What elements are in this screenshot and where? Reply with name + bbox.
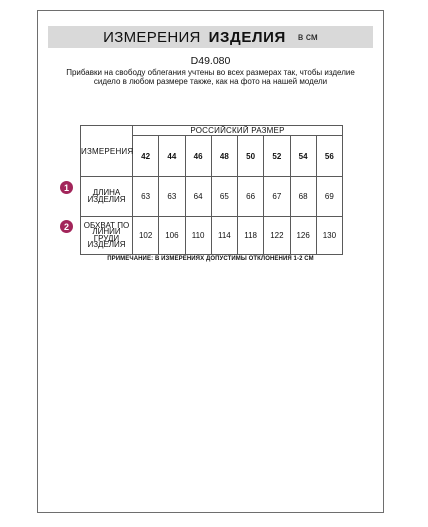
fit-note: Прибавки на свободу облегания учтены во всех размерах так, чтобы изделие сидело в любом размере также, как на фото на нашей модели (66, 68, 355, 86)
size-table (80, 125, 343, 255)
value-cell: 110 (185, 217, 211, 255)
marker-one-badge: 1 (60, 181, 73, 194)
size-cell: 50 (238, 136, 264, 177)
table-row (81, 177, 343, 217)
value-cell: 130 (316, 217, 342, 255)
value-cell: 69 (316, 177, 342, 217)
size-cell: 48 (211, 136, 237, 177)
value-cell: 122 (264, 217, 290, 255)
value-cell: 63 (133, 177, 159, 217)
title-bold: ИЗДЕЛИЯ (208, 28, 286, 46)
value-cell: 63 (159, 177, 185, 217)
size-cell: 54 (290, 136, 316, 177)
value-cell: 126 (290, 217, 316, 255)
value-cell: 118 (238, 217, 264, 255)
product-code: D49.080 (190, 55, 231, 67)
row-label-length: ДЛИНА ИЗДЕЛИЯ (81, 177, 133, 217)
value-cell: 64 (185, 177, 211, 217)
value-cell: 102 (133, 217, 159, 255)
marker-two-badge: 2 (60, 220, 73, 233)
size-cell: 52 (264, 136, 290, 177)
measurement-sheet (37, 10, 384, 513)
russian-size-header: РОССИЙСКИЙ РАЗМЕР (133, 126, 343, 136)
size-cell: 44 (159, 136, 185, 177)
size-cell: 42 (133, 136, 159, 177)
size-cell: 56 (316, 136, 342, 177)
title-bar (48, 26, 373, 48)
table-header-row (81, 126, 343, 136)
value-cell: 65 (211, 177, 237, 217)
measurements-header: ИЗМЕРЕНИЯ (81, 126, 133, 177)
value-cell: 114 (211, 217, 237, 255)
row-label-chest: ОБХВАТ ПО ЛИНИИ ГРУДИ ИЗДЕЛИЯ (81, 217, 133, 255)
title-word: ИЗМЕРЕНИЯ (103, 28, 201, 46)
value-cell: 106 (159, 217, 185, 255)
tolerance-note: ПРИМЕЧАНИЕ: В ИЗМЕРЕНИЯХ ДОПУСТИМЫ ОТКЛОНЕНИЯ 1-2 СМ (107, 256, 314, 262)
value-cell: 66 (238, 177, 264, 217)
value-cell: 67 (264, 177, 290, 217)
table-row (81, 217, 343, 255)
value-cell: 68 (290, 177, 316, 217)
title-unit: в см (297, 31, 318, 43)
size-cell: 46 (185, 136, 211, 177)
